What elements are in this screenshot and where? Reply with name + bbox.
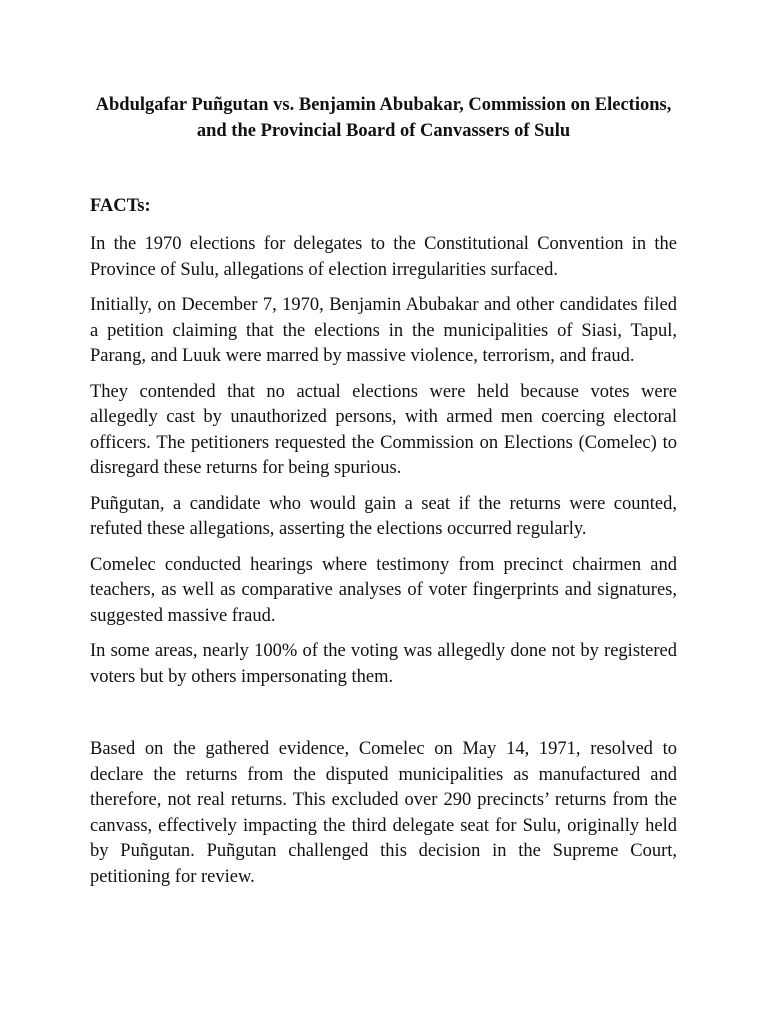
paragraph-comelec-hearings: Comelec conducted hearings where testimony from precinct chairmen and teachers, as well as comparative analyses of voter fingerprints and signatures, suggested massive fraud. xyxy=(90,554,677,626)
paragraph-impersonation: In some areas, nearly 100% of the voting was allegedly done not by registered voters but by others impersonating them. xyxy=(90,641,677,687)
paragraph-election-context: In the 1970 elections for delegates to the Constitutional Convention in the Province of Sulu, allegations of election irregularities surfaced. xyxy=(90,234,677,280)
document-body xyxy=(90,92,677,890)
paragraph-comelec-resolution: Based on the gathered evidence, Comelec on May 14, 1971, resolved to declare the returns from the disputed municipalities as manufactured and therefore, not real returns. This excluded over 290 precincts’ returns from the canvass, effectively impacting the third delegate seat for Sulu, originally held by Puñgutan. Puñgutan challenged this decision in the Supreme Court, petitioning for review. xyxy=(90,739,677,887)
paragraph-petition-filed: Initially, on December 7, 1970, Benjamin Abubakar and other candidates filed a petition claiming that the elections in the municipalities of Siasi, Tapul, Parang, and Luuk were marred by massive violence, terrorism, and fraud. xyxy=(90,295,677,366)
document-title: Abdulgafar Puñgutan vs. Benjamin Abubakar, Commission on Elections, and the Provincial Board of Canvassers of Sulu xyxy=(95,95,672,141)
facts-heading: FACTs: xyxy=(90,196,151,216)
paragraph-petitioners-contention: They contended that no actual elections were held because votes were allegedly cast by unauthorized persons, with armed men coercing electoral officers. The petitioners requested the Commission on Elections (Comelec) to disregard these returns for being spurious. xyxy=(90,381,677,478)
paragraph-pungutan-refutation: Puñgutan, a candidate who would gain a seat if the returns were counted, refuted these allegations, asserting the elections occurred regularly. xyxy=(90,493,677,539)
